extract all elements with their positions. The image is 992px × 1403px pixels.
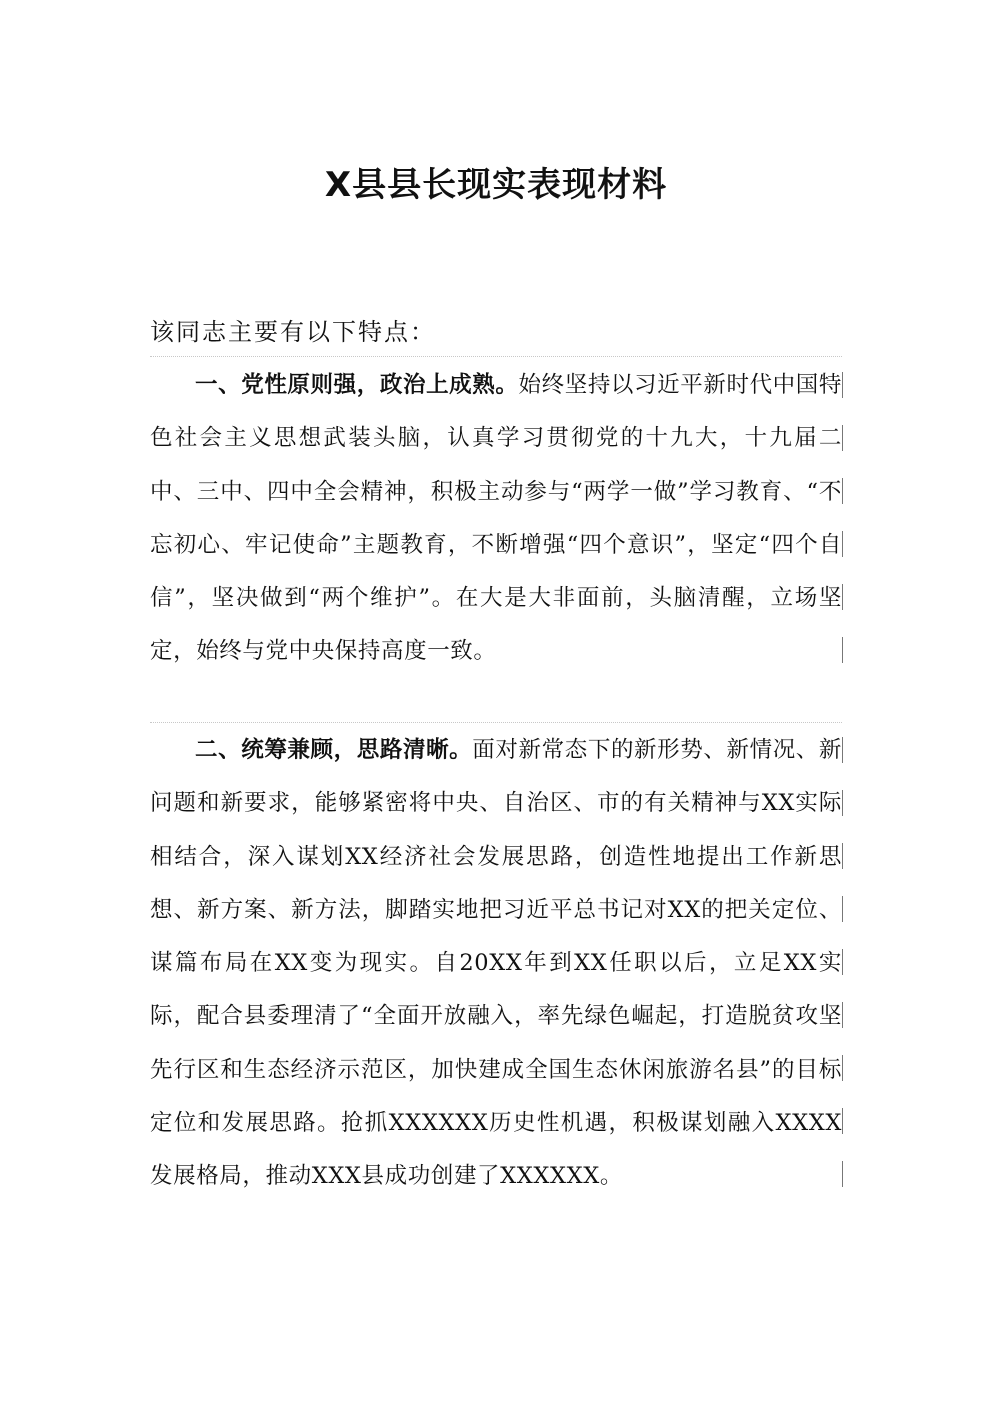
margin-change-bar	[842, 949, 843, 975]
document-title: X县县长现实表现材料	[324, 165, 668, 205]
paragraph-body: 始终坚持以习近平新时代中国特色社会主义思想武装头脑，认真学习贯彻党的十九大，十九届二中、三中、四中全会精神，积极主动参与“两学一做”学习教育、“不忘初心、牢记使命”主题教育，不断增强“四个意识”，坚定“四个自信”，坚决做到“两个维护”。在大是大非面前，头脑清醒，立场坚定，始终与党中央保持高度一致。	[150, 372, 842, 665]
margin-change-bar	[842, 896, 843, 922]
paragraph-body: 面对新常态下的新形势、新情况、新问题和新要求，能够紧密将中央、自治区、市的有关精神与XX实际相结合，深入谋划XX经济社会发展思路，创造性地提出工作新思想、新方案、新方法，脚踏实地把习近平总书记对XX的把关定位、谋篇布局在XX变为现实。自20XX年到XX任职以后，立足XX实际，配合县委理清了“全面开放融入，率先绿色崛起，打造脱贫攻坚先行区和生态经济示范区，加快建成全国生态休闲旅游名县”的目标定位和发展思路。抢抓XXXXXX历史性机遇，积极谋划融入XXXX发展格局，推动XXX县成功创建了XXXXXX。	[150, 737, 843, 1190]
margin-change-bar	[842, 425, 843, 451]
section-divider	[150, 722, 842, 723]
margin-change-bar	[842, 478, 843, 504]
margin-change-bar	[842, 1161, 843, 1187]
margin-change-bar	[842, 1055, 843, 1081]
margin-change-bar	[842, 843, 843, 869]
margin-change-bar	[842, 584, 843, 610]
paragraph-overall-planning	[150, 724, 842, 1204]
margin-change-bar	[842, 737, 843, 763]
margin-change-bar	[842, 1108, 843, 1134]
intro-text: 该同志主要有以下特点：	[150, 318, 436, 346]
margin-change-bar	[842, 372, 843, 398]
paragraph-heading: 一、党性原则强，政治上成熟。	[195, 372, 519, 398]
margin-change-bar	[842, 1002, 843, 1028]
margin-change-bar	[842, 637, 843, 663]
margin-change-bar	[842, 790, 843, 816]
margin-change-bar	[842, 531, 843, 557]
section-divider	[150, 356, 842, 357]
paragraph-heading: 二、统筹兼顾，思路清晰。	[195, 737, 473, 763]
paragraph-party-principle	[150, 359, 842, 679]
